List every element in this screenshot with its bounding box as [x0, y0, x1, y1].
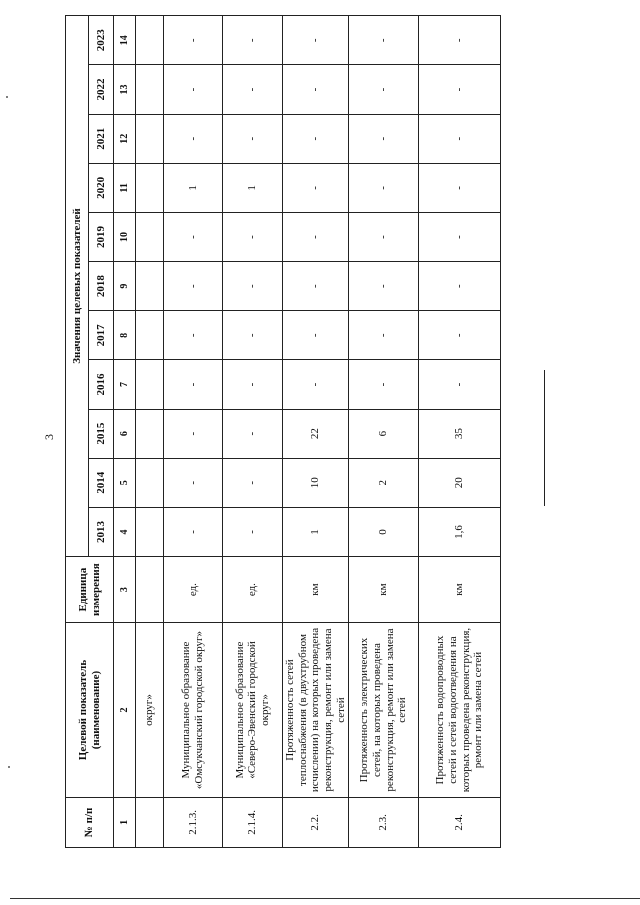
row-value: 1 — [223, 163, 283, 212]
table-header — [66, 16, 114, 848]
row-value: - — [419, 262, 501, 311]
header-year: 2022 — [89, 65, 114, 114]
column-number: 12 — [114, 114, 136, 163]
row-indicator-name: Протяженность водопроводных сетей и сетей водоотведения на которых проведена реконструкция, ремонт или замена сетей — [419, 623, 501, 798]
row-number: 2.3. — [349, 797, 419, 847]
indicators-table-rotated — [65, 15, 500, 848]
row-number: 2.1.4. — [223, 797, 283, 847]
row-value: 20 — [419, 458, 501, 507]
header-year: 2016 — [89, 360, 114, 409]
row-value — [136, 262, 164, 311]
column-number: 9 — [114, 262, 136, 311]
row-value: 1 — [164, 163, 223, 212]
header-no: № п/п — [66, 797, 114, 847]
header-name: Целевой показатель (наименование) — [66, 623, 114, 798]
row-value: - — [419, 114, 501, 163]
row-value: - — [164, 311, 223, 360]
header-year: 2021 — [89, 114, 114, 163]
table-row — [419, 16, 501, 848]
table-body — [114, 16, 501, 848]
row-value: - — [349, 163, 419, 212]
row-value — [136, 409, 164, 458]
row-value: 1 — [283, 507, 349, 556]
table-row — [164, 16, 223, 848]
column-number: 1 — [114, 797, 136, 847]
row-value: - — [223, 409, 283, 458]
row-unit: ед. — [164, 557, 223, 623]
header-year: 2013 — [89, 507, 114, 556]
row-value — [136, 507, 164, 556]
column-number: 3 — [114, 557, 136, 623]
row-value: - — [349, 212, 419, 261]
row-value: - — [164, 16, 223, 65]
row-value: - — [349, 16, 419, 65]
header-values: Значения целевых показателей — [66, 16, 89, 557]
column-number: 11 — [114, 163, 136, 212]
row-value — [136, 163, 164, 212]
header-year: 2023 — [89, 16, 114, 65]
row-value — [136, 212, 164, 261]
header-year: 2015 — [89, 409, 114, 458]
column-number: 5 — [114, 458, 136, 507]
row-value: - — [283, 16, 349, 65]
row-value: - — [283, 163, 349, 212]
row-indicator-name: Протяженность электрических сетей, на которых проведена реконструкция, ремонт или замена сетей — [349, 623, 419, 798]
row-value: 10 — [283, 458, 349, 507]
row-value: - — [223, 212, 283, 261]
row-value: - — [164, 212, 223, 261]
row-number: 2.4. — [419, 797, 501, 847]
header-year: 2018 — [89, 262, 114, 311]
header-unit: Единица измерения — [66, 557, 114, 623]
row-value: - — [164, 114, 223, 163]
row-value: - — [164, 262, 223, 311]
row-value: - — [223, 458, 283, 507]
column-number: 10 — [114, 212, 136, 261]
row-value: - — [223, 262, 283, 311]
header-year: 2017 — [89, 311, 114, 360]
row-value: - — [349, 114, 419, 163]
column-numbers-row — [114, 16, 136, 848]
indicators-table — [65, 15, 501, 848]
row-value — [136, 360, 164, 409]
row-value: - — [419, 212, 501, 261]
column-number: 14 — [114, 16, 136, 65]
row-indicator-name: Муниципальное образование «Омсукчанский городской округ» — [164, 623, 223, 798]
row-value — [136, 311, 164, 360]
row-value: - — [283, 311, 349, 360]
row-value: - — [223, 507, 283, 556]
row-unit — [136, 557, 164, 623]
row-value: - — [419, 311, 501, 360]
scan-speck — [6, 96, 8, 98]
row-value: - — [419, 163, 501, 212]
row-indicator-name: округ» — [136, 623, 164, 798]
row-value: - — [283, 360, 349, 409]
row-value — [136, 16, 164, 65]
row-value — [136, 65, 164, 114]
row-value: 0 — [349, 507, 419, 556]
row-value: - — [283, 212, 349, 261]
table-row — [349, 16, 419, 848]
row-value: - — [349, 311, 419, 360]
row-value: 6 — [349, 409, 419, 458]
row-unit: км — [349, 557, 419, 623]
row-unit: км — [283, 557, 349, 623]
row-number — [136, 797, 164, 847]
column-number: 13 — [114, 65, 136, 114]
row-value: - — [164, 409, 223, 458]
table-row — [223, 16, 283, 848]
row-value: - — [164, 507, 223, 556]
row-value: - — [419, 16, 501, 65]
table-row — [283, 16, 349, 848]
separator-line — [544, 370, 545, 506]
header-year: 2020 — [89, 163, 114, 212]
row-unit: ед. — [223, 557, 283, 623]
row-number: 2.1.3. — [164, 797, 223, 847]
row-value: - — [223, 360, 283, 409]
row-value: - — [223, 114, 283, 163]
table-row — [136, 16, 164, 848]
column-number: 6 — [114, 409, 136, 458]
header-year: 2019 — [89, 212, 114, 261]
row-value: - — [283, 65, 349, 114]
row-value: - — [283, 114, 349, 163]
row-value: - — [164, 360, 223, 409]
row-value: - — [349, 360, 419, 409]
row-value: - — [223, 65, 283, 114]
row-value: 22 — [283, 409, 349, 458]
column-number: 8 — [114, 311, 136, 360]
row-value — [136, 458, 164, 507]
column-number: 2 — [114, 623, 136, 798]
scan-speck — [8, 766, 10, 768]
page-number: 3 — [42, 434, 56, 440]
header-year: 2014 — [89, 458, 114, 507]
row-value: 1,6 — [419, 507, 501, 556]
page-bottom-line — [10, 898, 640, 899]
row-value: 2 — [349, 458, 419, 507]
row-value: - — [223, 311, 283, 360]
column-number: 7 — [114, 360, 136, 409]
row-indicator-name: Протяженность сетей теплоснабжения (в двухтрубном исчислении) на которых проведена реконструкция, ремонт или замена сетей — [283, 623, 349, 798]
row-unit: км — [419, 557, 501, 623]
row-value: - — [164, 65, 223, 114]
row-value: - — [283, 262, 349, 311]
row-value: 35 — [419, 409, 501, 458]
row-value: - — [349, 262, 419, 311]
row-value: - — [349, 65, 419, 114]
row-value: - — [164, 458, 223, 507]
row-value — [136, 114, 164, 163]
row-value: - — [419, 65, 501, 114]
row-number: 2.2. — [283, 797, 349, 847]
row-value: - — [223, 16, 283, 65]
row-indicator-name: Муниципальное образование «Северо-Эвенский городской округ» — [223, 623, 283, 798]
row-value: - — [419, 360, 501, 409]
column-number: 4 — [114, 507, 136, 556]
